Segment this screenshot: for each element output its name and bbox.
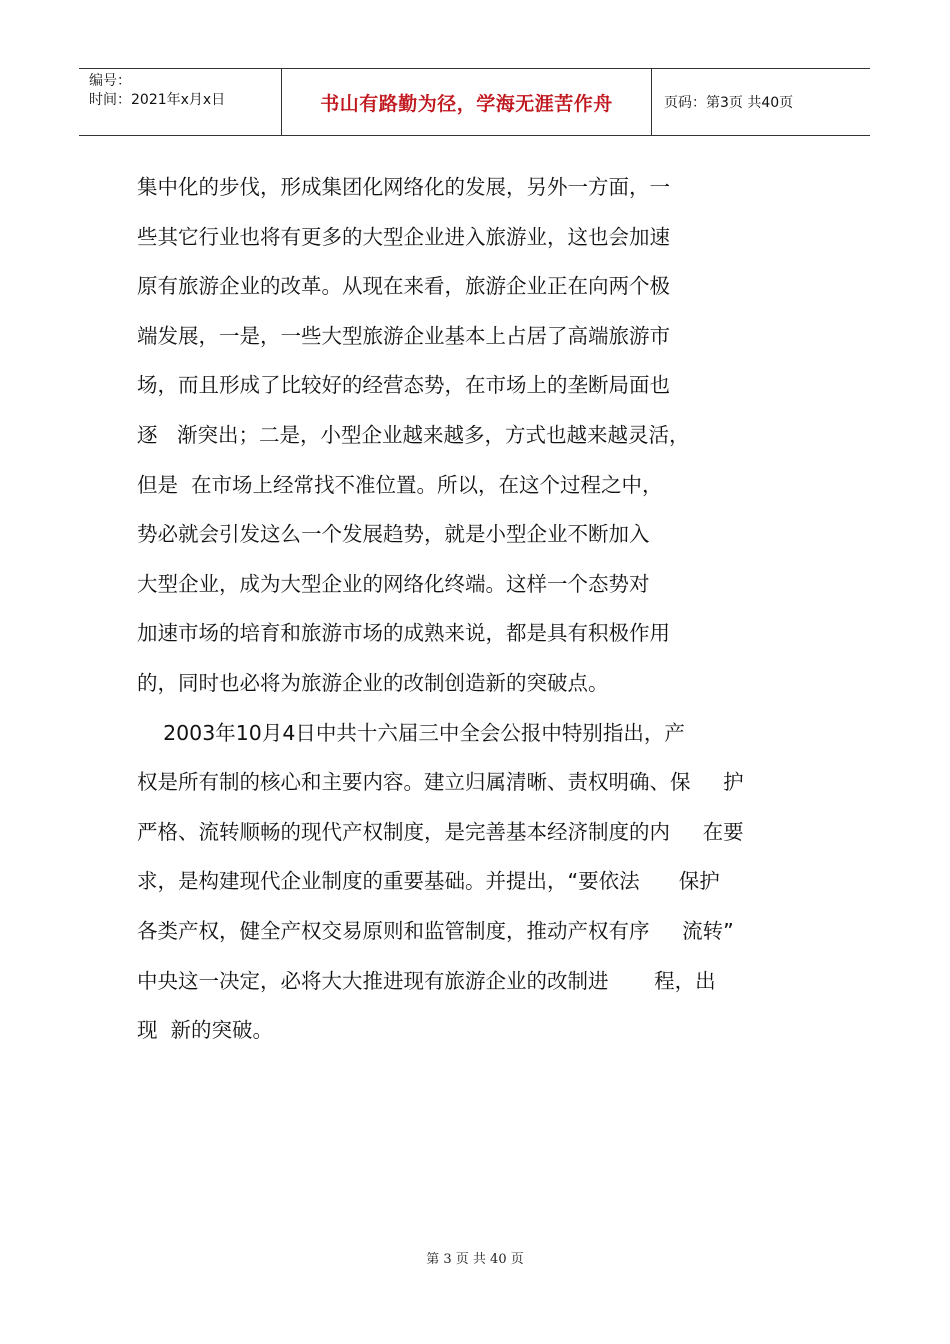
body-line: 逐 渐突出；二是，小型企业越来越多，方式也越来越灵活， bbox=[137, 422, 690, 447]
body-line: 的，同时也必将为旅游企业的改制创造新的突破点。 bbox=[137, 670, 609, 695]
body-line: 权是所有制的核心和主要内容。建立归属清晰、责权明确、保 护 bbox=[137, 770, 744, 795]
header-motto: 书山有路勤为径，学海无涯苦作舟 bbox=[282, 69, 652, 135]
body-line: 场，而且形成了比较好的经营态势，在市场上的垄断局面也 bbox=[137, 373, 670, 398]
body-line: 2003年10月4日中共十六届三中全会公报中特别指出，产 bbox=[137, 720, 685, 745]
header-page-label: 页码：第3页 共40页 bbox=[664, 95, 794, 111]
document-number-label: 编号： bbox=[89, 73, 131, 89]
body-line: 势必就会引发这么一个发展趋势，就是小型企业不断加入 bbox=[137, 522, 650, 547]
body-line: 但是 在市场上经常找不准位置。所以，在这个过程之中， bbox=[137, 472, 663, 497]
body-line: 严格、流转顺畅的现代产权制度，是完善基本经济制度的内 在要 bbox=[137, 819, 744, 844]
document-time-label: 时间：2021年x月x日 bbox=[89, 92, 226, 108]
body-line: 原有旅游企业的改革。从现在来看，旅游企业正在向两个极 bbox=[137, 274, 670, 299]
body-line: 现 新的突破。 bbox=[137, 1018, 274, 1043]
document-body bbox=[137, 163, 827, 1056]
body-line: 加速市场的培育和旅游市场的成熟来说，都是具有积极作用 bbox=[137, 621, 670, 646]
page-footer: 第 3 页 共 40 页 bbox=[426, 1252, 524, 1267]
body-line: 端发展，一是，一些大型旅游企业基本上占居了高端旅游市 bbox=[137, 323, 670, 348]
header-left-cell bbox=[79, 69, 282, 135]
body-line: 中央这一决定，必将大大推进现有旅游企业的改制进 程，出 bbox=[137, 968, 716, 993]
page-header bbox=[79, 68, 870, 136]
body-line: 些其它行业也将有更多的大型企业进入旅游业，这也会加速 bbox=[137, 224, 670, 249]
body-line: 各类产权，健全产权交易原则和监管制度，推动产权有序 流转” bbox=[137, 918, 734, 943]
body-line: 求，是构建现代企业制度的重要基础。并提出，“要依法 保护 bbox=[137, 869, 720, 894]
body-line: 大型企业，成为大型企业的网络化终端。这样一个态势对 bbox=[137, 571, 650, 596]
body-line: 集中化的步伐，形成集团化网络化的发展，另外一方面，一 bbox=[137, 175, 670, 199]
